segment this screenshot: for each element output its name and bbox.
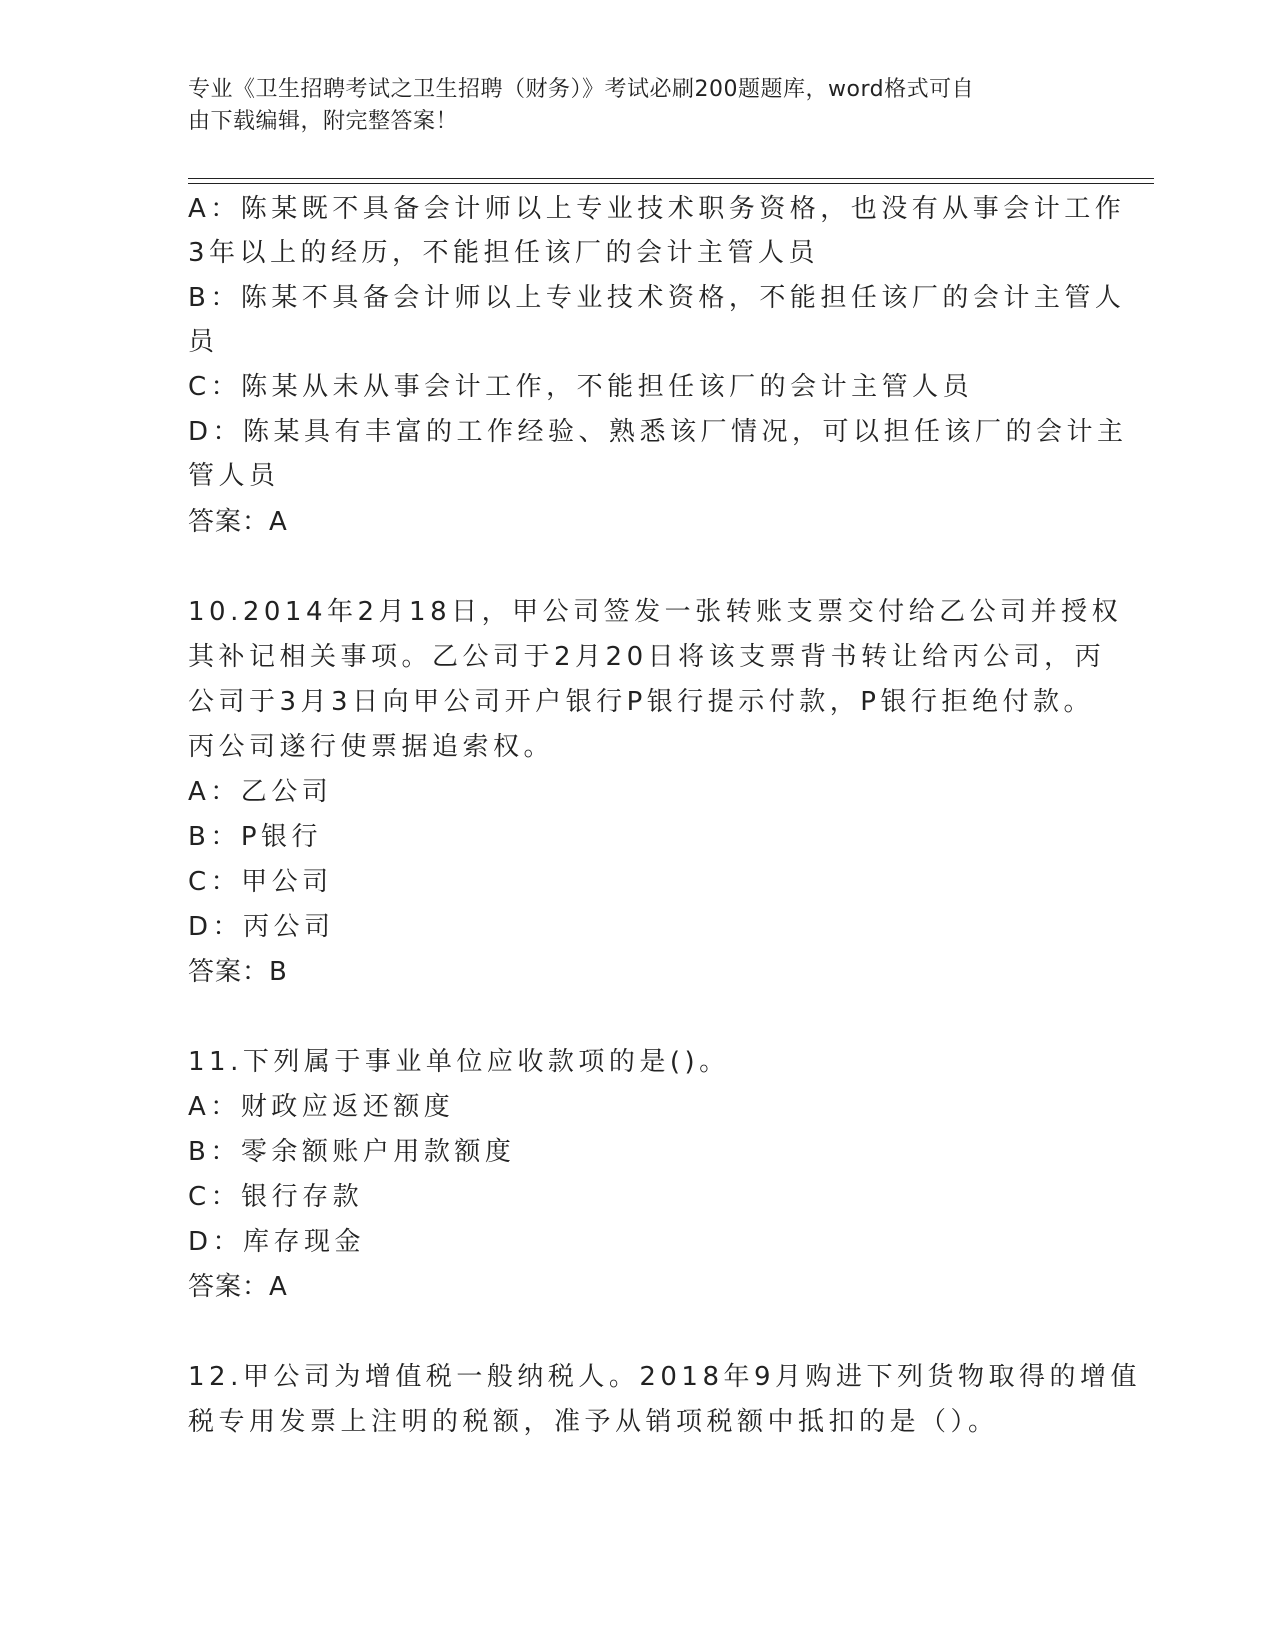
q11-option-d: D：库存现金 bbox=[188, 1227, 366, 1257]
q9-option-a-line-1: A：陈某既不具备会计师以上专业技术职务资格，也没有从事会计工作 bbox=[188, 194, 1126, 224]
q12-stem-line-1: 12.甲公司为增值税一般纳税人。2018年9月购进下列货物取得的增值 bbox=[188, 1362, 1142, 1392]
q11-option-a: A：财政应返还额度 bbox=[188, 1092, 455, 1122]
q10-option-d: D：丙公司 bbox=[188, 912, 335, 942]
q10-stem-line-3: 公司于3月3日向甲公司开户银行P银行提示付款，P银行拒绝付款。 bbox=[188, 687, 1094, 717]
q11-answer: 答案：A bbox=[188, 1272, 288, 1302]
q11-option-c: C：银行存款 bbox=[188, 1182, 364, 1212]
header-line-1: 专业《卫生招聘考试之卫生招聘（财务）》考试必刷200题题库，word格式可自 bbox=[188, 77, 975, 102]
q11-stem: 11.下列属于事业单位应收款项的是()。 bbox=[188, 1047, 730, 1077]
document-header bbox=[188, 74, 1068, 138]
q9-option-b-line-2: 员 bbox=[188, 327, 219, 357]
q10-answer: 答案：B bbox=[188, 957, 288, 987]
q10-option-a: A：乙公司 bbox=[188, 777, 333, 807]
q12-stem-line-2: 税专用发票上注明的税额，准予从销项税额中抵扣的是（）。 bbox=[188, 1407, 999, 1437]
q9-option-d-line-2: 管人员 bbox=[188, 461, 280, 491]
header-rule-top bbox=[188, 178, 1154, 179]
q9-option-c: C：陈某从未从事会计工作，不能担任该厂的会计主管人员 bbox=[188, 372, 974, 402]
q10-stem-line-1: 10.2014年2月18日，甲公司签发一张转账支票交付给乙公司并授权 bbox=[188, 597, 1123, 627]
q9-option-d-line-1: D：陈某具有丰富的工作经验、熟悉该厂情况，可以担任该厂的会计主 bbox=[188, 417, 1128, 447]
q9-answer: 答案：A bbox=[188, 507, 288, 537]
q9-option-b-line-1: B：陈某不具备会计师以上专业技术资格，不能担任该厂的会计主管人 bbox=[188, 283, 1126, 313]
q10-stem-line-4: 丙公司遂行使票据追索权。 bbox=[188, 732, 555, 762]
header-line-2: 由下载编辑，附完整答案！ bbox=[188, 109, 459, 134]
header-rule-bottom bbox=[188, 183, 1154, 184]
q10-stem-line-2: 其补记相关事项。乙公司于2月20日将该支票背书转让给丙公司，丙 bbox=[188, 642, 1106, 672]
q10-option-c: C：甲公司 bbox=[188, 867, 333, 897]
q11-option-b: B：零余额账户用款额度 bbox=[188, 1137, 516, 1167]
q9-option-a-line-2: 3年以上的经历，不能担任该厂的会计主管人员 bbox=[188, 238, 820, 268]
q10-option-b: B：P银行 bbox=[188, 822, 323, 852]
